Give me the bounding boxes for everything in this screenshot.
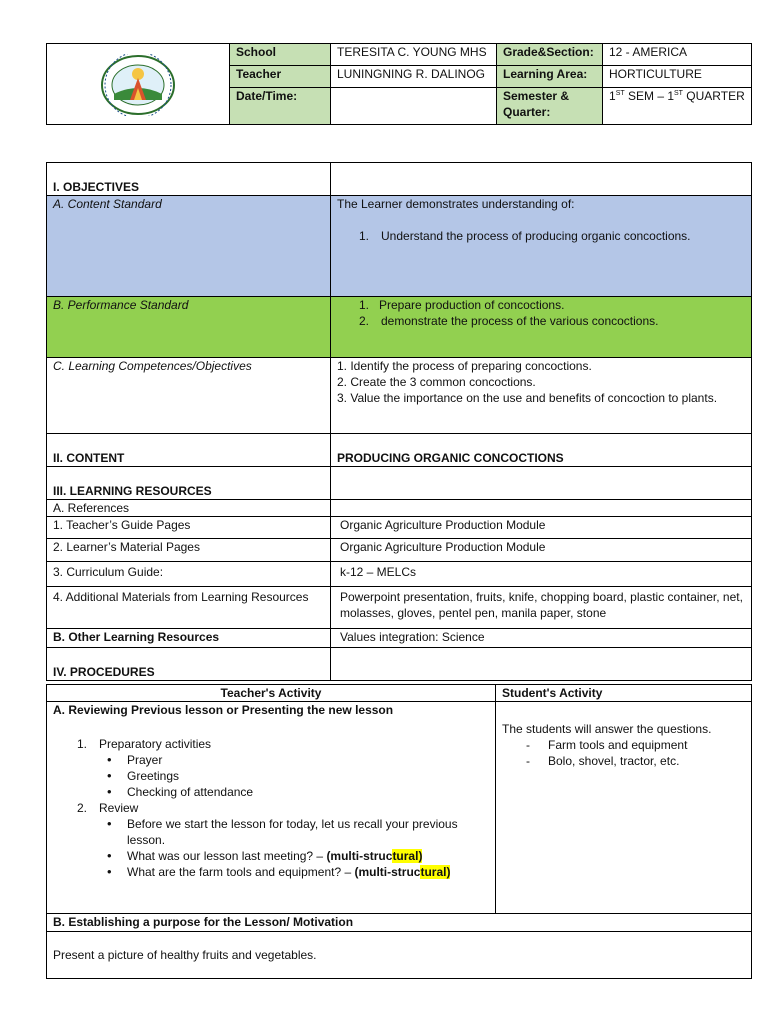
review-label: 2. Review (77, 801, 139, 815)
competence-item: 3. Value the importance on the use and benefits of concoction to plants. (337, 391, 718, 405)
list-item: - Bolo, shovel, tractor, etc. (502, 753, 745, 769)
section-a-heading: A. Reviewing Previous lesson or Presenting the new lesson (53, 703, 394, 717)
performance-standard-value (331, 297, 752, 358)
list-item: • Before we start the lesson for today, let us recall your previous lesson. (99, 816, 489, 848)
resource-row-value: Powerpoint presentation, fruits, knife, chopping board, plastic container, net, molasses, gloves, pentel pen, manila paper, stone (331, 587, 752, 629)
procedures-table (46, 684, 752, 979)
teacher-activity-cell (47, 702, 496, 914)
competence-label: C. Learning Competences/Objectives (47, 358, 331, 434)
school-label: School (230, 44, 331, 66)
performance-standard-label: B. Performance Standard (47, 297, 331, 358)
header-table (46, 43, 752, 125)
area-label: Learning Area: (497, 66, 603, 88)
semester-label: Semester & Quarter: (497, 88, 603, 125)
review-list (53, 816, 489, 880)
content-heading: II. CONTENT (47, 434, 331, 467)
date-value (331, 88, 497, 125)
competence-item: 2. Create the 3 common concoctions. (337, 375, 536, 389)
competence-value (331, 358, 752, 434)
list-item: • What was our lesson last meeting? – (multi-structural) (99, 848, 489, 864)
resource-row-value: Organic Agriculture Production Module (331, 539, 752, 562)
list-item: • Checking of attendance (99, 784, 489, 800)
teacher-value: LUNINGNING R. DALINOG (331, 66, 497, 88)
section-b-heading: B. Establishing a purpose for the Lesson/ Motivation (47, 914, 752, 932)
competence-item: 1. Identify the process of preparing concoctions. (337, 359, 592, 373)
other-resources-label: B. Other Learning Resources (47, 629, 331, 648)
content-standard-label: A. Content Standard (47, 196, 331, 297)
deped-seal-icon (100, 54, 176, 116)
semester-value: 1ST SEM – 1ST QUARTER (603, 88, 752, 125)
resource-row-value: Organic Agriculture Production Module (331, 517, 752, 539)
prep-activities: 1. Preparatory activities (77, 737, 212, 751)
performance-item: 2. demonstrate the process of the various concoctions. (359, 314, 659, 328)
other-resources-value: Values integration: Science (331, 629, 752, 648)
resource-row-label: 3. Curriculum Guide: (47, 562, 331, 587)
date-label: Date/Time: (230, 88, 331, 125)
resource-row-label: 2. Learner’s Material Pages (47, 539, 331, 562)
performance-item: 1. Prepare production of concoctions. (359, 298, 565, 312)
objectives-table (46, 162, 752, 681)
teacher-activity-header: Teacher's Activity (47, 685, 496, 702)
prep-list (53, 752, 489, 800)
seal-cell (47, 44, 230, 125)
list-item: • Prayer (99, 752, 489, 768)
procedures-heading: IV. PROCEDURES (47, 648, 331, 681)
content-standard-value (331, 196, 752, 297)
student-activity-header: Student's Activity (496, 685, 752, 702)
resource-row-value: k-12 – MELCs (331, 562, 752, 587)
grade-label: Grade&Section: (497, 44, 603, 66)
student-intro: The students will answer the questions. (502, 722, 712, 736)
school-value: TERESITA C. YOUNG MHS (331, 44, 497, 66)
objectives-heading: I. OBJECTIVES (47, 163, 331, 196)
content-item: 1. Understand the process of producing organic concoctions. (359, 229, 691, 243)
list-item: • Greetings (99, 768, 489, 784)
list-item: - Farm tools and equipment (502, 737, 745, 753)
content-value: PRODUCING ORGANIC CONCOCTIONS (331, 434, 752, 467)
references-label: A. References (47, 500, 331, 517)
content-intro: The Learner demonstrates understanding of: (337, 197, 575, 211)
section-b-text: Present a picture of healthy fruits and vegetables. (47, 932, 752, 979)
resource-row-label: 4. Additional Materials from Learning Resources (47, 587, 331, 629)
resource-row-label: 1. Teacher’s Guide Pages (47, 517, 331, 539)
highlight-mark: tural) (392, 849, 423, 863)
grade-value: 12 - AMERICA (603, 44, 752, 66)
list-item: • What are the farm tools and equipment? – (multi-structural) (99, 864, 489, 880)
highlight-mark: tural) (420, 865, 451, 879)
teacher-label: Teacher (230, 66, 331, 88)
student-activity-cell (496, 702, 752, 914)
resources-heading: III. LEARNING RESOURCES (47, 467, 331, 500)
area-value: HORTICULTURE (603, 66, 752, 88)
student-list (502, 737, 745, 769)
